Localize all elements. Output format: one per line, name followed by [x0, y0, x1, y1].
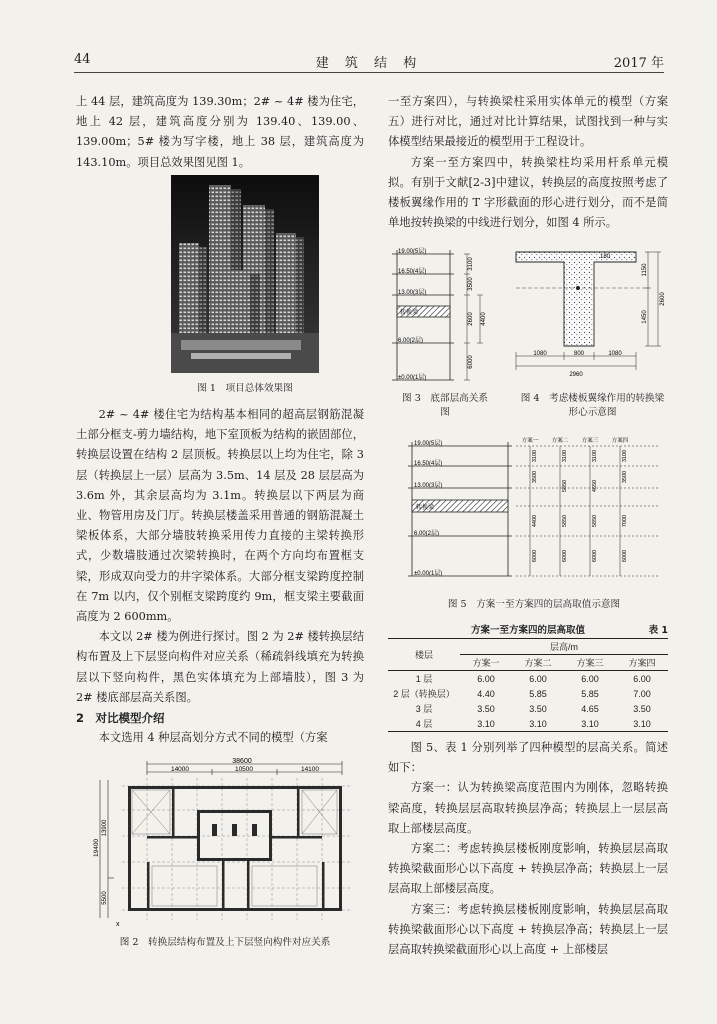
- right-paragraph-1: 一至方案四），与转换梁柱采用实体单元的模型（方案五）进行对比，通过对比计算结果，试图找到一种与实体模型结果最接近的模型用于工程设计。: [388, 95, 668, 149]
- fig5-dim: 3100: [562, 449, 568, 463]
- fig4-dim: 800: [573, 351, 585, 357]
- fig4-dim: 1080: [533, 351, 547, 357]
- fig5-dim: 6000: [592, 549, 598, 563]
- figure-4-diagram: [508, 246, 668, 380]
- left-paragraph-2: 2# ~ 4# 楼住宅为结构基本相同的超高层钢筋混凝土部分框支-剪力墙结构，地下室顶板为结构的嵌固部位，转换层设置在结构 2 层顶板。转换层以上均为住宅，除 3 层（转换层上一层）层高为 3.5m、14 层及 28 层层高为 3.6m 外，其余层高均为 3.1m。转换层以下两层为商业、物管用房及门厅。转换层楼盖采用普通的钢筋混凝土梁板体系，大部分墙肢转换采用传力直接的主梁转换形式，少数墙肢通过次梁转换时，在两个方向均布置框支梁，形成双向受力的井字梁体系。大部分框支梁跨度控制在 7m 以内，仅个别框支梁跨度约 9m，框支梁主要截面高度为 2 600mm。: [76, 408, 364, 624]
- right-body-bottom: [388, 738, 668, 960]
- fig5-dim: 3100: [592, 449, 598, 463]
- fig3-dim: 6000: [468, 355, 474, 369]
- fig3-level: 16.50(4层): [398, 269, 427, 275]
- fig5-level: 13.00(3层): [414, 483, 443, 489]
- section-2-heading: 2 对比模型介绍: [76, 711, 165, 726]
- fig5-scheme-label: 方案一: [521, 438, 539, 444]
- left-body: [76, 405, 364, 748]
- table-row: 4 层 3.10 3.10 3.10 3.10: [388, 716, 668, 732]
- table-header-scheme: 方案二: [512, 655, 564, 671]
- table-1-number: 表 1: [648, 625, 668, 636]
- fig4-dim: 1150: [642, 263, 648, 277]
- fig3-dim: 3100: [468, 257, 474, 271]
- table-row: 1 层 6.00 6.00 6.00 6.00: [415, 673, 651, 684]
- figure-2-floor-plan: [92, 758, 360, 930]
- table-header-scheme: 方案三: [564, 655, 616, 671]
- fig4-top-dim: 180: [600, 254, 611, 260]
- figure-1-photo: [171, 175, 319, 373]
- fig5-dim: 3500: [622, 470, 628, 484]
- fig5-level: 19.00(5层): [414, 441, 443, 447]
- fig5-level: 6.00(2层): [414, 531, 440, 537]
- right-body-top: [388, 92, 668, 233]
- left-paragraph-1: 上 44 层，建筑高度为 139.30m；2# ~ 4# 楼为住宅，地上 42 层，建筑高度分别为 139.40、139.00、139.00m；5# 楼为写字楼，地上 38 层，建筑高度为 143.10m。项目总效果图见图 1。: [76, 95, 364, 169]
- table-header-scheme: 方案一: [460, 655, 512, 671]
- fig5-scheme-label: 方案二: [551, 438, 569, 444]
- fig4-dim: 1450: [642, 310, 648, 324]
- table-header-scheme: 方案四: [616, 655, 668, 671]
- table-1: [388, 638, 668, 732]
- right-paragraph-4: 方案一：认为转换梁高度范围内为刚体，忽略转换梁高度，转换层层高取转换层净高；转换层上一层层高取上部楼层高度。: [388, 781, 668, 835]
- fig5-dim: 4400: [532, 514, 538, 528]
- figure-2-caption: 图 2 转换层结构布置及上下层竖向构件对应关系: [119, 937, 331, 948]
- fig3-dim: 2600: [468, 312, 474, 326]
- fig5-dim: 7000: [622, 514, 628, 528]
- figure-4-caption: 图 4 考虑楼板翼缘作用的转换梁形心示意图: [520, 393, 665, 418]
- page-header: [74, 52, 664, 73]
- fig5-dim: 5850: [562, 514, 568, 528]
- left-paragraph-3: 本文以 2# 楼为例进行探讨。图 2 为 2# 楼转换层结构布置及上下层竖向构件对应关系（稀疏斜线填充为转换层以下竖向构件，黑色实体填充为上部墙肢），图 3 为 2# 楼底部层高关系图。: [76, 630, 364, 704]
- fig5-dim: 5850: [562, 479, 568, 493]
- fig5-dim: 6000: [622, 549, 628, 563]
- fig3-level: 19.00(5层): [398, 249, 427, 255]
- fig3-level: 13.00(3层): [398, 290, 427, 296]
- table-header-height: 层高/m: [460, 639, 668, 655]
- fig2-dim-part: 10500: [234, 766, 254, 773]
- table-1-title: 方案一至方案四的层高取值 表 1: [388, 622, 668, 636]
- right-paragraph-5: 方案二：考虑转换层楼板刚度影响，转换层层高取转换梁截面形心以下高度 + 转换层净高；转换层上一层层高取上部楼层高度。: [388, 842, 668, 896]
- fig3-beam-label: 转换梁: [400, 310, 419, 316]
- fig5-dim: 3100: [622, 449, 628, 463]
- fig5-dim: 5850: [592, 514, 598, 528]
- left-paragraph-4: 本文选用 4 种层高划分方式不同的模型（方案: [98, 731, 328, 745]
- fig2-dim-left-part: 13900: [102, 819, 108, 837]
- fig3-level: ±0.00(1层): [398, 375, 427, 381]
- fig5-beam-label: 转换梁: [416, 505, 435, 511]
- table-row: 2 层（转换层） 4.40 5.85 5.85 7.00: [393, 688, 651, 699]
- fig2-dim-part: 14100: [300, 766, 320, 773]
- figure-1-caption: 图 1 项目总体效果图: [197, 383, 293, 394]
- fig3-dim: 4400: [481, 312, 487, 326]
- fig4-dim: 2960: [569, 372, 583, 378]
- figure-5-diagram: [408, 436, 660, 586]
- fig3-level: 6.00(2层): [398, 338, 424, 344]
- figure-5-caption: 图 5 方案一至方案四的层高取值示意图: [447, 599, 621, 610]
- right-paragraph-3: 图 5、表 1 分别列举了四种模型的层高关系。简述如下：: [388, 741, 668, 775]
- journal-year: 2017 年: [613, 56, 664, 71]
- fig5-level: ±0.00(1层): [414, 571, 443, 577]
- journal-title: 建 筑 结 构: [315, 56, 423, 71]
- fig5-dim: 4650: [592, 479, 598, 493]
- fig4-dim: 1080: [608, 351, 622, 357]
- fig5-dim: 6000: [562, 549, 568, 563]
- fig5-dim: 3100: [532, 449, 538, 463]
- figure-3-caption: 图 3 底部层高关系图: [402, 393, 488, 418]
- fig2-dim-part: 14000: [170, 766, 190, 773]
- table-header-floor: 楼层: [388, 639, 460, 671]
- fig5-scheme-label: 方案四: [611, 438, 629, 444]
- fig2-dim-left-total: 19400: [93, 838, 100, 858]
- fig2-dim-left-part: 5500: [102, 891, 108, 905]
- fig5-dim: 3500: [532, 470, 538, 484]
- fig2-axis-x: x: [116, 921, 120, 928]
- fig4-dim: 2600: [660, 292, 666, 306]
- figure-3-diagram: [392, 246, 502, 388]
- fig5-dim: 6000: [532, 549, 538, 563]
- page-number: 44: [74, 52, 91, 67]
- right-paragraph-2: 方案一至方案四中，转换梁柱均采用杆系单元模拟。有别于文献[2-3]中建议，转换层的高度按照考虑了楼板翼缘作用的 T 字形截面的形心进行划分，而不是简单地按转换梁的中线进行划分，如图 4 所示。: [388, 155, 668, 230]
- fig5-scheme-label: 方案三: [581, 438, 599, 444]
- fig5-level: 16.50(4层): [414, 461, 443, 467]
- fig3-dim: 3500: [468, 277, 474, 291]
- table-row: 3 层 3.50 3.50 4.65 3.50: [415, 703, 651, 714]
- fig2-dim-total: 38600: [232, 758, 252, 765]
- right-paragraph-6: 方案三：考虑转换层楼板刚度影响，转换层层高取转换梁截面形心以下高度 + 转换层净高；转换层上一层层高取转换梁截面形心以上高度 + 上部楼层: [388, 902, 668, 957]
